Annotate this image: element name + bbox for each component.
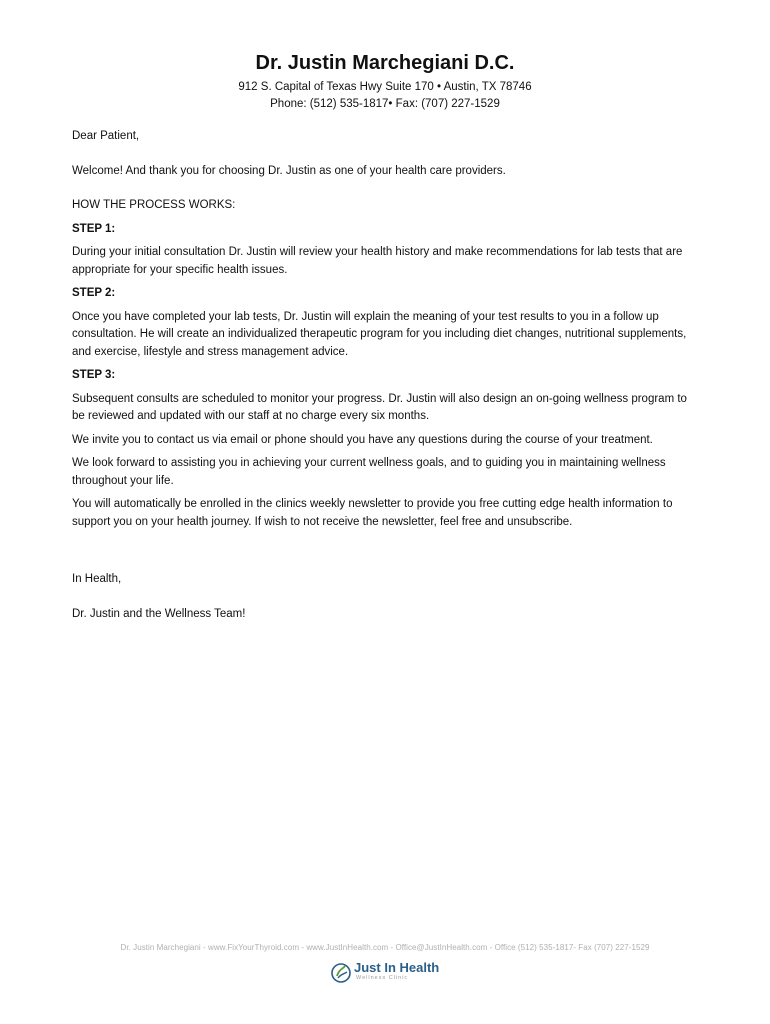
step-1-label: STEP 1: bbox=[72, 222, 116, 235]
newsletter-paragraph: You will automatically be enrolled in the clinics weekly newsletter to provide you free cutting edge health information to support you on your health journey. If wish to not receive the newsletter, feel free and unsubscribe. bbox=[72, 498, 673, 528]
letter-body bbox=[72, 128, 692, 623]
just-in-health-logo-icon bbox=[330, 961, 354, 985]
step-3-label: STEP 3: bbox=[72, 369, 116, 381]
doctor-name-title: Dr. Justin Marchegiani D.C. bbox=[255, 52, 515, 74]
step-3-text: Subsequent consults are scheduled to monitor your progress. Dr. Justin will also design an on-going wellness program to be reviewed and updated with our staff at no charge every six months. bbox=[72, 392, 687, 422]
process-heading: HOW THE PROCESS WORKS: bbox=[72, 199, 236, 211]
logo-subtext: Wellness Clinic bbox=[356, 975, 409, 981]
contact-paragraph: We invite you to contact us via email or phone should you have any questions during the course of your treatment. bbox=[72, 433, 653, 446]
wellness-goals-paragraph: We look forward to assisting you in achieving your current wellness goals, and to guiding you in maintaining wellness throughout your life. bbox=[72, 457, 666, 487]
salutation: Dear Patient, bbox=[72, 130, 140, 142]
signature: Dr. Justin and the Wellness Team! bbox=[72, 607, 246, 620]
clinic-logo bbox=[330, 960, 440, 986]
letterhead bbox=[0, 50, 770, 113]
closing: In Health, bbox=[72, 573, 122, 585]
office-phone-fax: Phone: (512) 535-1817• Fax: (707) 227-1529 bbox=[270, 98, 500, 110]
step-2-text: Once you have completed your lab tests, Dr. Justin will explain the meaning of your test results to you in a follow up consultation. He will create an individualized therapeutic program for you including diet changes, nutritional supplements, and exercise, lifestyle and stress management advice. bbox=[72, 310, 687, 358]
page-footer bbox=[0, 943, 770, 986]
welcome-paragraph: Welcome! And thank you for choosing Dr. Justin as one of your health care providers. bbox=[72, 164, 506, 177]
step-2-label: STEP 2: bbox=[72, 287, 116, 299]
footer-contact-line: Dr. Justin Marchegiani - www.FixYourThyroid.com - www.JustInHealth.com - Office@JustInHealth.com - Office (512) 535-1817- Fax (707) 227-1529 bbox=[120, 943, 650, 952]
office-address: 912 S. Capital of Texas Hwy Suite 170 • Austin, TX 78746 bbox=[238, 81, 532, 93]
step-1-text: During your initial consultation Dr. Justin will review your health history and make recommendations for lab tests that are appropriate for your specific health issues. bbox=[72, 246, 683, 276]
logo-wordmark: Just In Health bbox=[354, 960, 440, 975]
